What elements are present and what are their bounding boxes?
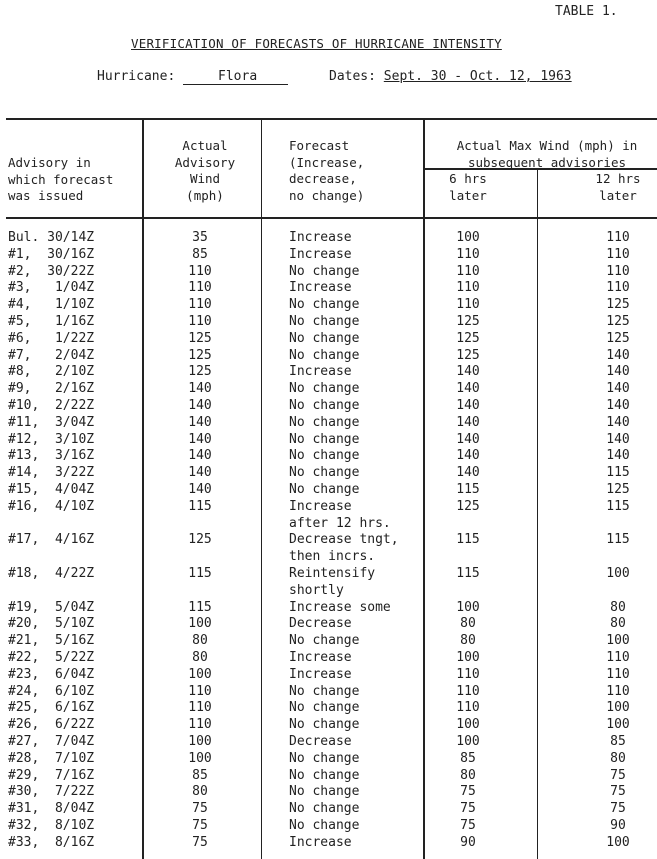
- forecast-cell: No change: [289, 750, 360, 766]
- table-row: [0, 314, 657, 331]
- actual-wind-cell: 110: [188, 683, 212, 699]
- hurricane-name: Flora: [183, 69, 288, 85]
- table-row: [0, 230, 657, 247]
- advisory-cell: #25, 6/16Z: [8, 700, 95, 716]
- forecast-cell: No change: [289, 347, 360, 363]
- advisory-cell: #20, 5/10Z: [8, 616, 95, 632]
- table-label: TABLE 1.: [555, 4, 618, 19]
- forecast-cell: No change: [289, 482, 360, 497]
- forecast-cell: Increase: [289, 364, 352, 380]
- wind-12hrs-cell: 140: [606, 431, 630, 447]
- table-row: [0, 297, 657, 314]
- actual-wind-cell: 140: [188, 448, 212, 464]
- advisory-cell: #13, 3/16Z: [8, 448, 95, 464]
- wind-12hrs-cell: 125: [606, 482, 630, 497]
- actual-wind-cell: 85: [192, 767, 208, 783]
- wind-6hrs-cell: 110: [456, 666, 480, 682]
- wind-12hrs-cell: 100: [606, 700, 630, 716]
- table-row-continuation: [0, 549, 657, 566]
- actual-wind-cell: 110: [188, 263, 212, 279]
- wind-6hrs-cell: 140: [456, 364, 480, 380]
- advisory-cell: #19, 5/04Z: [8, 599, 95, 615]
- advisory-cell: #3, 1/04Z: [8, 280, 95, 296]
- wind-6hrs-cell: 140: [456, 465, 480, 481]
- actual-wind-cell: 75: [192, 801, 208, 817]
- advisory-cell: #22, 5/22Z: [8, 650, 95, 665]
- actual-wind-cell: 100: [188, 616, 212, 632]
- wind-6hrs-cell: 85: [460, 750, 476, 766]
- wind-6hrs-cell: 115: [456, 566, 480, 581]
- table-row: [0, 532, 657, 549]
- wind-12hrs-cell: 75: [610, 801, 626, 817]
- wind-6hrs-cell: 140: [456, 448, 480, 464]
- wind-6hrs-cell: 75: [460, 818, 476, 833]
- advisory-cell: #8, 2/10Z: [8, 364, 95, 380]
- forecast-cell: No change: [289, 398, 360, 413]
- dates-value: Sept. 30 - Oct. 12, 1963: [383, 69, 572, 84]
- actual-wind-cell: 140: [188, 431, 212, 447]
- wind-12hrs-cell: 140: [606, 398, 630, 413]
- advisory-cell: #18, 4/22Z: [8, 566, 95, 581]
- actual-wind-cell: 140: [188, 398, 212, 413]
- advisory-cell: #2, 30/22Z: [8, 263, 95, 279]
- wind-6hrs-cell: 80: [460, 633, 476, 649]
- forecast-cell: No change: [289, 381, 360, 397]
- advisory-cell: #15, 4/04Z: [8, 482, 95, 497]
- forecast-cell: Decrease: [289, 616, 352, 632]
- wind-12hrs-cell: 140: [606, 347, 630, 363]
- advisory-cell: #24, 6/10Z: [8, 683, 95, 699]
- wind-12hrs-cell: 140: [606, 364, 630, 380]
- wind-6hrs-cell: 90: [460, 834, 476, 850]
- advisory-cell: #31, 8/04Z: [8, 801, 95, 817]
- wind-6hrs-cell: 100: [456, 599, 480, 615]
- advisory-cell: #10, 2/22Z: [8, 398, 95, 413]
- forecast-cell: No change: [289, 801, 360, 817]
- header-advisory: Advisory in which forecast was issued: [8, 155, 114, 203]
- actual-wind-cell: 140: [188, 482, 212, 497]
- wind-6hrs-cell: 100: [456, 230, 480, 245]
- wind-6hrs-cell: 140: [456, 381, 480, 397]
- table-row: [0, 667, 657, 684]
- wind-12hrs-cell: 125: [606, 297, 630, 313]
- table-row: [0, 381, 657, 398]
- wind-6hrs-cell: 115: [456, 532, 480, 548]
- actual-wind-cell: 115: [188, 498, 212, 514]
- forecast-cell: No change: [289, 297, 360, 313]
- actual-wind-cell: 100: [188, 734, 212, 749]
- table-row: [0, 448, 657, 465]
- forecast-cell: No change: [289, 784, 360, 800]
- advisory-cell: #14, 3/22Z: [8, 465, 95, 481]
- table-row: [0, 734, 657, 751]
- actual-wind-cell: 140: [188, 465, 212, 481]
- table-row: [0, 482, 657, 499]
- forecast-cell: Increase: [289, 666, 352, 682]
- advisory-cell: #21, 5/16Z: [8, 633, 95, 649]
- forecast-cell: No change: [289, 465, 360, 481]
- header-12hrs: 12 hrs later: [595, 171, 641, 203]
- actual-wind-cell: 75: [192, 818, 208, 833]
- hurricane-line: [97, 69, 288, 85]
- advisory-cell: #17, 4/16Z: [8, 532, 95, 548]
- header-actual: Actual Advisory Wind (mph): [174, 138, 236, 203]
- table-row: [0, 264, 657, 281]
- table-row: [0, 751, 657, 768]
- table-row: [0, 348, 657, 365]
- advisory-cell: #9, 2/16Z: [8, 381, 95, 397]
- wind-12hrs-cell: 80: [610, 599, 626, 615]
- forecast-cell: No change: [289, 700, 360, 716]
- wind-6hrs-cell: 140: [456, 414, 480, 430]
- forecast-cell: Increase: [289, 280, 352, 296]
- forecast-cell-continuation: shortly: [289, 582, 344, 598]
- wind-6hrs-cell: 110: [456, 683, 480, 699]
- wind-6hrs-cell: 100: [456, 650, 480, 665]
- header-6hrs: 6 hrs later: [449, 171, 487, 203]
- wind-6hrs-cell: 100: [456, 717, 480, 733]
- forecast-cell: No change: [289, 330, 360, 346]
- wind-12hrs-cell: 80: [610, 750, 626, 766]
- forecast-cell: Increase: [289, 650, 352, 665]
- actual-wind-cell: 125: [188, 330, 212, 346]
- wind-12hrs-cell: 110: [606, 280, 630, 296]
- wind-12hrs-cell: 125: [606, 314, 630, 329]
- advisory-cell: #32, 8/10Z: [8, 818, 95, 833]
- actual-wind-cell: 140: [188, 414, 212, 430]
- wind-12hrs-cell: 110: [606, 683, 630, 699]
- actual-wind-cell: 110: [188, 314, 212, 329]
- forecast-cell: Increase: [289, 246, 352, 262]
- table-row-continuation: [0, 516, 657, 533]
- advisory-cell: Bul. 30/14Z: [8, 230, 95, 245]
- wind-12hrs-cell: 100: [606, 633, 630, 649]
- wind-12hrs-cell: 115: [606, 532, 630, 548]
- forecast-cell: Increase: [289, 834, 352, 850]
- table-row: [0, 415, 657, 432]
- wind-6hrs-cell: 110: [456, 297, 480, 313]
- advisory-cell: #7, 2/04Z: [8, 347, 95, 363]
- actual-wind-cell: 85: [192, 246, 208, 262]
- forecast-cell: Increase: [289, 230, 352, 245]
- table-row: [0, 600, 657, 617]
- wind-6hrs-cell: 125: [456, 347, 480, 363]
- actual-wind-cell: 80: [192, 784, 208, 800]
- advisory-cell: #4, 1/10Z: [8, 297, 95, 313]
- wind-12hrs-cell: 110: [606, 246, 630, 262]
- advisory-cell: #33, 8/16Z: [8, 834, 95, 850]
- header-rule: [6, 217, 657, 219]
- wind-12hrs-cell: 80: [610, 616, 626, 632]
- wind-6hrs-cell: 110: [456, 700, 480, 716]
- actual-wind-cell: 110: [188, 717, 212, 733]
- wind-12hrs-cell: 125: [606, 330, 630, 346]
- forecast-cell: No change: [289, 263, 360, 279]
- actual-wind-cell: 100: [188, 750, 212, 766]
- table-row: [0, 717, 657, 734]
- wind-12hrs-cell: 110: [606, 666, 630, 682]
- wind-12hrs-cell: 110: [606, 263, 630, 279]
- forecast-cell: No change: [289, 683, 360, 699]
- wind-12hrs-cell: 115: [606, 498, 630, 514]
- table-row: [0, 784, 657, 801]
- wind-6hrs-cell: 110: [456, 246, 480, 262]
- wind-6hrs-cell: 115: [456, 482, 480, 497]
- wind-6hrs-cell: 80: [460, 767, 476, 783]
- wind-12hrs-cell: 100: [606, 566, 630, 581]
- actual-wind-cell: 110: [188, 700, 212, 716]
- wind-12hrs-cell: 115: [606, 465, 630, 481]
- forecast-cell: No change: [289, 314, 360, 329]
- forecast-cell-continuation: after 12 hrs.: [289, 515, 391, 531]
- wind-12hrs-cell: 90: [610, 818, 626, 833]
- wind-12hrs-cell: 140: [606, 448, 630, 464]
- forecast-cell: No change: [289, 767, 360, 783]
- advisory-cell: #27, 7/04Z: [8, 734, 95, 749]
- table-row: [0, 364, 657, 381]
- table-row: [0, 768, 657, 785]
- actual-wind-cell: 125: [188, 532, 212, 548]
- wind-6hrs-cell: 75: [460, 784, 476, 800]
- actual-wind-cell: 115: [188, 566, 212, 581]
- table-row: [0, 566, 657, 583]
- actual-wind-cell: 35: [192, 230, 208, 245]
- table-row: [0, 465, 657, 482]
- wind-6hrs-cell: 125: [456, 330, 480, 346]
- wind-12hrs-cell: 75: [610, 767, 626, 783]
- wind-6hrs-cell: 80: [460, 616, 476, 632]
- actual-wind-cell: 125: [188, 364, 212, 380]
- advisory-cell: #12, 3/10Z: [8, 431, 95, 447]
- header-subsequent: Actual Max Wind (mph) in subsequent advisories: [456, 138, 638, 170]
- actual-wind-cell: 75: [192, 834, 208, 850]
- advisory-cell: #6, 1/22Z: [8, 330, 95, 346]
- table-row: [0, 633, 657, 650]
- actual-wind-cell: 115: [188, 599, 212, 615]
- table-row-continuation: [0, 583, 657, 600]
- wind-6hrs-cell: 140: [456, 398, 480, 413]
- wind-6hrs-cell: 100: [456, 734, 480, 749]
- dates-line: [329, 69, 572, 84]
- forecast-cell: Decrease: [289, 734, 352, 749]
- actual-wind-cell: 110: [188, 280, 212, 296]
- table-row: [0, 616, 657, 633]
- wind-12hrs-cell: 110: [606, 230, 630, 245]
- table-row: [0, 331, 657, 348]
- wind-12hrs-cell: 85: [610, 734, 626, 749]
- table-row: [0, 684, 657, 701]
- advisory-cell: #29, 7/16Z: [8, 767, 95, 783]
- wind-12hrs-cell: 100: [606, 834, 630, 850]
- advisory-cell: #16, 4/10Z: [8, 498, 95, 514]
- advisory-cell: #5, 1/16Z: [8, 314, 95, 329]
- forecast-cell: No change: [289, 717, 360, 733]
- forecast-cell: No change: [289, 431, 360, 447]
- actual-wind-cell: 110: [188, 297, 212, 313]
- document-title: VERIFICATION OF FORECASTS OF HURRICANE INTENSITY: [131, 36, 502, 51]
- hurricane-label: Hurricane:: [97, 69, 176, 84]
- table-row: [0, 280, 657, 297]
- table-row: [0, 432, 657, 449]
- wind-6hrs-cell: 140: [456, 431, 480, 447]
- wind-12hrs-cell: 140: [606, 381, 630, 397]
- wind-12hrs-cell: 75: [610, 784, 626, 800]
- wind-6hrs-cell: 110: [456, 280, 480, 296]
- wind-6hrs-cell: 125: [456, 314, 480, 329]
- actual-wind-cell: 125: [188, 347, 212, 363]
- advisory-cell: #23, 6/04Z: [8, 666, 95, 682]
- wind-6hrs-cell: 125: [456, 498, 480, 514]
- advisory-cell: #28, 7/10Z: [8, 750, 95, 766]
- table-row: [0, 700, 657, 717]
- actual-wind-cell: 100: [188, 666, 212, 682]
- table-row: [0, 650, 657, 667]
- table-row: [0, 247, 657, 264]
- actual-wind-cell: 80: [192, 633, 208, 649]
- table-row: [0, 801, 657, 818]
- wind-12hrs-cell: 140: [606, 414, 630, 430]
- forecast-cell: Increase some: [289, 599, 391, 615]
- forecast-cell: No change: [289, 818, 360, 833]
- table-row: [0, 818, 657, 835]
- advisory-cell: #26, 6/22Z: [8, 717, 95, 733]
- forecast-cell: No change: [289, 633, 360, 649]
- actual-wind-cell: 80: [192, 650, 208, 665]
- table-row: [0, 835, 657, 852]
- wind-6hrs-cell: 75: [460, 801, 476, 817]
- top-rule: [6, 118, 657, 120]
- advisory-cell: #1, 30/16Z: [8, 246, 95, 262]
- wind-12hrs-cell: 110: [606, 650, 630, 665]
- forecast-cell-continuation: then incrs.: [289, 549, 376, 565]
- forecast-cell: No change: [289, 414, 360, 430]
- forecast-cell: Increase: [289, 498, 352, 514]
- forecast-cell: Decrease tngt,: [289, 532, 399, 548]
- wind-12hrs-cell: 100: [606, 717, 630, 733]
- table-row: [0, 499, 657, 516]
- header-forecast: Forecast (Increase, decrease, no change): [289, 138, 365, 203]
- actual-wind-cell: 140: [188, 381, 212, 397]
- advisory-cell: #30, 7/22Z: [8, 784, 95, 800]
- advisory-cell: #11, 3/04Z: [8, 414, 95, 430]
- dates-label: Dates:: [329, 69, 376, 84]
- forecast-cell: Reintensify: [289, 566, 376, 581]
- table-row: [0, 398, 657, 415]
- forecast-cell: No change: [289, 448, 360, 464]
- wind-6hrs-cell: 110: [456, 263, 480, 279]
